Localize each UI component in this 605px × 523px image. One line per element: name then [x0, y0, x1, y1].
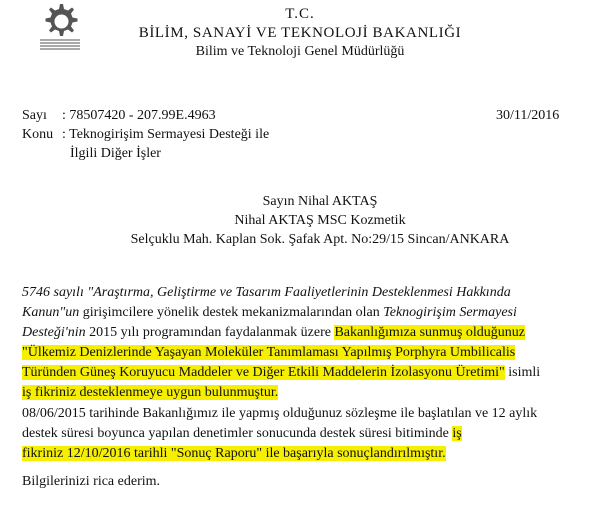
header-tc: T.C.: [285, 6, 315, 22]
paragraph-1-line-4: [22, 343, 572, 363]
paragraph-1: [22, 283, 572, 403]
sayi-value: : 78507420 - 207.99E.4963: [62, 108, 216, 123]
paragraph-2-line-2: destek süresi boyunca yapılan denetimler sonucunda destek süresi bitiminde iş: [22, 426, 462, 441]
konu-line-1: : Teknogirişim Sermayesi Desteği ile: [62, 127, 270, 142]
ministry-gear-logo-icon: [34, 0, 86, 52]
konu-label: Konu: [22, 127, 54, 142]
highlight: fikriniz 12/10/2016 tarihli "Sonuç Raporu" ile başarıyla sonuçlandırılmıştır.: [22, 446, 446, 461]
paragraph-1-line-1: 5746 sayılı "Araştırma, Geliştirme ve Tasarım Faaliyetlerinin Desteklenmesi Hakkında: [22, 285, 511, 300]
konu-line-2: İlgili Diğer İşler: [70, 146, 161, 161]
paragraph-2: [22, 404, 572, 464]
highlight: iş fikriniz desteklenmeye uygun bulunmuştur.: [22, 385, 279, 400]
paragraph-1-line-6: [22, 383, 572, 403]
recipient-name: Sayın Nihal AKTAŞ: [262, 194, 378, 209]
sayi-label: Sayı: [22, 108, 47, 123]
paragraph-1-line-5: Türünden Güneş Koruyucu Maddeler ve Diğer Etkili Maddelerin İzolasyonu Üretimi" isimli: [22, 365, 541, 380]
highlight: Bakanlığımıza sunmuş olduğunuz: [334, 325, 525, 340]
header-ministry-name: BİLİM, SANAYİ VE TEKNOLOJİ BAKANLIĞI: [138, 25, 462, 41]
header-directorate: Bilim ve Teknoloji Genel Müdürlüğü: [195, 44, 405, 59]
recipient-address: Selçuklu Mah. Kaplan Sok. Şafak Apt. No:29/15 Sincan/ANKARA: [130, 232, 510, 247]
paragraph-1-line-3: Desteği'nin 2015 yılı programından faydalanmak üzere Bakanlığımıza sunmuş olduğunuz: [22, 325, 525, 340]
closing-line: Bilgilerinizi rica ederim.: [22, 474, 161, 489]
highlight: iş: [452, 426, 462, 441]
paragraph-2-line-1: 08/06/2015 tarihinde Bakanlığımız ile yapmış olduğunuz sözleşme ile başlatılan ve 12 aylık: [22, 406, 538, 421]
document-date: 30/11/2016: [496, 108, 560, 123]
highlight: "Ülkemiz Denizlerinde Yaşayan Moleküler Tanımlaması Yapılmış Porphyra Umbilicalis: [22, 345, 516, 360]
highlight: Türünden Güneş Koruyucu Maddeler ve Diğer Etkili Maddelerin İzolasyonu Üretimi": [22, 365, 505, 380]
recipient-company: Nihal AKTAŞ MSC Kozmetik: [234, 213, 406, 228]
paragraph-1-line-2: Kanun"un girişimcilere yönelik destek mekanizmalarından olan Teknogirişim Sermayesi: [22, 305, 517, 320]
paragraph-2-line-3: [22, 444, 572, 464]
